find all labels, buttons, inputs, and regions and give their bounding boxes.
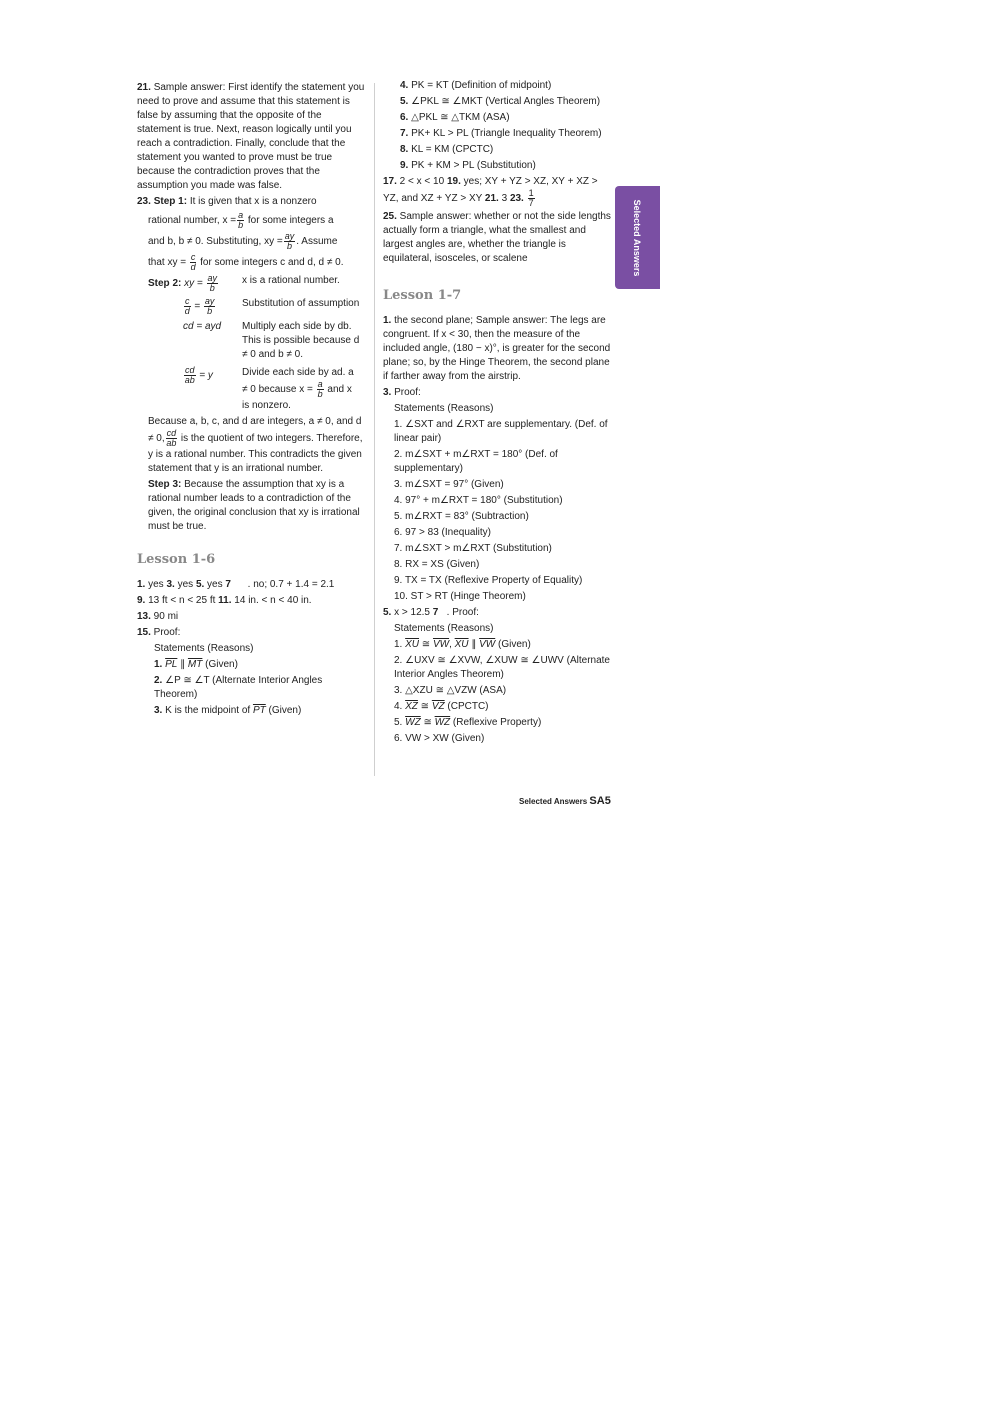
lesson-1-6-heading: Lesson 1-6 — [137, 552, 216, 567]
segment: $\overline{PT}$ — [252, 705, 266, 716]
frac-num: ay — [284, 231, 295, 241]
frac-den: b — [317, 389, 323, 399]
fraction — [237, 211, 244, 230]
step-text: that xy = — [148, 257, 187, 269]
step-text: ≅ — [417, 701, 432, 712]
proof-step: 8. RX = XS (Given) — [394, 559, 480, 570]
l17-answer-3 — [383, 386, 613, 400]
ans-text: 14 in. < n < 40 in. — [231, 595, 312, 606]
proof-step: 1. ∠SXT and ∠RXT are supplementary. (Def. of linear pair) — [394, 419, 608, 444]
proof-step — [383, 111, 613, 125]
ans-num: 23. — [509, 193, 524, 205]
step-num: 2. — [154, 675, 163, 686]
step-text: ∠P ≅ ∠T (Alternate Interior Angles Theorem) — [154, 675, 323, 700]
frac-num: cd — [166, 428, 177, 438]
proof-step — [383, 127, 613, 141]
proof-step — [383, 95, 613, 109]
segment: $\overline{WZ}$ — [405, 717, 421, 728]
step3 — [137, 478, 365, 534]
step-reason: x is a rational number. — [242, 275, 340, 286]
proof-step — [383, 79, 613, 93]
segment: $\overline{PL}$ — [165, 659, 178, 670]
step-num: 1. — [154, 659, 163, 670]
fraction — [317, 380, 324, 399]
frac-den: 7 — [528, 198, 534, 208]
step-text: ∠PKL ≅ ∠MKT (Vertical Angles Theorem) — [411, 96, 601, 107]
step-text: and b, b ≠ 0. Substituting, xy = — [148, 236, 283, 248]
segment: $\overline{XU}$ — [454, 639, 469, 650]
fraction — [166, 429, 178, 448]
step-text: ∥ — [468, 639, 480, 650]
proof-step: 3. △XZU ≅ △VZW (ASA) — [394, 685, 507, 696]
frac-num: a — [238, 210, 244, 220]
page-number: SA5 — [589, 795, 611, 807]
ans-text: x > 12.5 — [391, 607, 433, 618]
step-num: 3. — [154, 705, 163, 716]
step-num: 4. — [400, 80, 409, 91]
step2-row-4 — [137, 366, 365, 413]
proof-step: 2. m∠SXT + m∠RXT = 180° (Def. of supplementary) — [394, 449, 558, 474]
proof-step: 9. TX = TX (Reflexive Property of Equality) — [394, 575, 583, 586]
proof-step — [383, 143, 613, 157]
step-text: △PKL ≅ △TKM (ASA) — [411, 112, 510, 123]
statements-reasons-header: Statements (Reasons) — [394, 403, 494, 414]
ans-num: 19. — [446, 176, 461, 187]
frac-den: b — [287, 241, 293, 251]
ans-text: yes — [204, 579, 226, 590]
ans-text: yes — [174, 579, 196, 590]
ans-num: 3. — [383, 387, 392, 398]
step-text: ∥ — [177, 659, 188, 670]
step-text: for some integers c and d, d ≠ 0. — [200, 257, 344, 269]
step2-row-1 — [137, 274, 365, 293]
step-text: PK = KT (Definition of midpoint) — [411, 80, 552, 91]
answer-21 — [137, 81, 365, 193]
proof-step — [383, 716, 613, 730]
step-text: (Given) — [495, 639, 531, 650]
fraction — [204, 297, 216, 316]
l16-15 — [137, 626, 365, 640]
frac-num: ay — [207, 273, 218, 283]
ans-num: 1. — [383, 315, 392, 326]
ans-text: Proof: — [150, 627, 181, 638]
step-text: Because the assumption that xy is a rational number leads to a contradiction of the given, the original conclusion that xy is irrational must be true. — [148, 479, 360, 532]
statements-reasons-header: Statements (Reasons) — [154, 643, 254, 654]
frac-den: d — [190, 262, 196, 272]
ans-text: 13 ft < n < 25 ft — [145, 595, 219, 606]
ans-text: 90 mi — [150, 611, 179, 622]
proof-step: 2. ∠UXV ≅ ∠XVW, ∠XUW ≅ ∠UWV (Alternate Interior Angles Theorem) — [394, 655, 610, 680]
proof-step: 3. m∠SXT = 97° (Given) — [394, 479, 504, 490]
frac-num: ay — [204, 296, 215, 306]
ans-text: yes; XY + YZ > XZ, XY + XZ > YZ, and XZ + YZ > XY — [383, 176, 598, 205]
ans-num: 17. — [383, 176, 397, 187]
ans-text: 2 < x < 10 — [396, 176, 447, 187]
ans-text: 3 — [498, 193, 510, 205]
frac-den: d — [184, 306, 190, 316]
because-paragraph — [137, 415, 365, 476]
step-num: 5. — [400, 96, 409, 107]
step-text: It is given that x is a nonzero — [189, 196, 317, 207]
lesson-1-7-heading: Lesson 1-7 — [383, 288, 462, 303]
ans-text: yes — [145, 579, 167, 590]
step-text: , — [449, 639, 455, 650]
para-text: is the quotient of two integers. Therefore, y is a rational number. This contradicts the given statement that y is an irrational number. — [148, 433, 363, 474]
reason-text: Divide each side by ad. a ≠ 0 because x = — [242, 367, 354, 396]
footer-label: Selected Answers — [519, 797, 588, 806]
ans-num: 5. — [195, 579, 205, 590]
proof-step: 6. 97 > 83 (Inequality) — [394, 527, 492, 538]
l16-13 — [137, 610, 365, 624]
ans-num: 5. — [383, 607, 392, 618]
step-reason: Substitution of assumption — [242, 298, 360, 309]
step-text: . Assume — [296, 236, 338, 248]
step-num: 6. — [400, 112, 409, 123]
selected-answers-tab — [615, 186, 660, 289]
l16-line1 — [137, 578, 365, 592]
proof-step: 7. m∠SXT > m∠RXT (Substitution) — [394, 543, 552, 554]
proof-step: 4. 97° + m∠RXT = 180° (Substitution) — [394, 495, 563, 506]
ans-num: 3. — [166, 579, 175, 590]
answer-23-step1 — [137, 195, 365, 209]
step-text: 4. — [394, 701, 406, 712]
frac-num: 1 — [528, 188, 534, 198]
step-label: Step 2: — [148, 278, 182, 290]
step-text: PK + KM > PL (Substitution) — [411, 160, 536, 171]
column-divider — [374, 83, 375, 776]
proof-step: 5. m∠RXT = 83° (Subtraction) — [394, 511, 529, 522]
segment: $\overline{WZ}$ — [434, 717, 451, 728]
step-text: KL = KM (CPCTC) — [411, 144, 494, 155]
tab-label: Selected Answers — [632, 199, 642, 277]
step2-row-2 — [137, 297, 365, 316]
proof-step — [137, 658, 365, 672]
step2-row-3 — [137, 320, 365, 362]
step-lhs — [137, 274, 242, 293]
left-column — [137, 81, 365, 720]
para-text: Because a, b, c, and d are integers, a ≠ 0, and d ≠ 0, — [148, 416, 362, 445]
right-column — [383, 79, 613, 748]
frac-den: ab — [166, 438, 177, 448]
fraction — [184, 366, 196, 385]
segment: $\overline{XU}$ — [405, 639, 420, 650]
answer-number: 23. — [137, 196, 151, 207]
ans-num: 1. — [137, 579, 146, 590]
l16-line2 — [137, 594, 365, 608]
ans-text: Proof: — [391, 387, 421, 398]
frac-num: cd — [185, 365, 195, 375]
ans-num: 25. — [383, 211, 397, 222]
ans-num: 9. — [137, 595, 146, 606]
step-num: 7. — [400, 128, 409, 139]
statements-reasons-header: Statements (Reasons) — [394, 623, 494, 634]
ans-num: 21. — [484, 193, 499, 205]
ans-num: 7 — [225, 579, 231, 590]
ans-text: . Proof: — [438, 607, 479, 618]
ans-num: 11. — [218, 595, 232, 606]
fraction — [190, 253, 197, 272]
step1-body — [137, 211, 365, 272]
step-reason — [242, 366, 360, 413]
page-footer — [519, 795, 611, 807]
proof-step — [137, 704, 365, 718]
proof-step — [383, 700, 613, 714]
fraction — [207, 274, 219, 293]
step-label: Step 3: — [148, 479, 182, 490]
step-text: ≅ — [420, 717, 435, 728]
ans-text: the second plane; Sample answer: The legs are congruent. If x < 30, then the measure of the included angle, (180 − x)°, is greater for the second plane; so, by the Hinge Theorem, the second plane if farther away from the airstrip. — [383, 315, 611, 382]
segment: $\overline{XZ}$ — [405, 701, 418, 712]
step-lhs: cd = ayd — [183, 321, 222, 332]
l17-answer-1 — [383, 314, 613, 384]
ans-text: Sample answer: whether or not the side lengths actually form a triangle, what the smallest and largest angles are, whether the triangle is equilateral, isosceles, or scalene — [383, 211, 611, 264]
frac-den: b — [209, 283, 215, 293]
ans-num: 15. — [137, 627, 151, 638]
frac-den: b — [207, 306, 213, 316]
step-text: (Given) — [202, 659, 238, 670]
eq-text: = — [194, 301, 201, 313]
step-text: 1. — [394, 639, 406, 650]
step-num: 8. — [400, 144, 409, 155]
answer-number: 21. — [137, 82, 151, 93]
step-lhs — [137, 297, 242, 316]
step-text: for some integers a — [247, 215, 334, 227]
frac-num: c — [190, 252, 196, 262]
segment: $\overline{VW}$ — [479, 639, 496, 650]
segment: $\overline{VZ}$ — [431, 701, 445, 712]
answers-17-23 — [383, 175, 613, 208]
step-text: 5. — [394, 717, 406, 728]
fraction — [528, 189, 535, 208]
eq-text: xy = — [184, 278, 203, 290]
proof-step — [137, 674, 365, 702]
frac-den: ab — [184, 375, 195, 385]
l17-answer-5-7 — [383, 606, 613, 620]
step-num: 9. — [400, 160, 409, 171]
eq-text: = y — [199, 370, 213, 382]
step-label: Step 1: — [153, 196, 188, 207]
step-reason: Multiply each side by db. This is possible because d ≠ 0 and b ≠ 0. — [242, 321, 360, 360]
fraction — [284, 232, 296, 251]
segment: $\overline{MT}$ — [187, 659, 203, 670]
ans-num: 13. — [137, 611, 151, 622]
step-text: K is the midpoint of — [165, 705, 253, 716]
proof-step — [383, 638, 613, 652]
reason-text: and x is nonzero. — [242, 384, 352, 411]
step-text: (CPCTC) — [444, 701, 489, 712]
frac-num: c — [185, 296, 190, 306]
step-text: (Reflexive Property) — [450, 717, 542, 728]
step-text: ≅ — [419, 639, 433, 650]
proof-step: 10. ST > RT (Hinge Theorem) — [394, 591, 526, 602]
fraction — [184, 297, 191, 316]
answer-25 — [383, 210, 613, 266]
step-lhs — [137, 366, 242, 413]
proof-step — [383, 159, 613, 173]
answer-text: Sample answer: First identify the statement you need to prove and assume that this statement is false by assuming that the opposite of the statement is true. Next, reason logically until you reach a contradiction. Finally, conclude that the statement you wanted to prove must be true because the contradiction proves that the assumption you made was false. — [137, 82, 365, 191]
step-text: PK+ KL > PL (Triangle Inequality Theorem) — [411, 128, 602, 139]
step-text: (Given) — [265, 705, 302, 716]
proof-step: 6. VW > XW (Given) — [394, 733, 485, 744]
ans-text: . no; 0.7 + 1.4 = 2.1 — [230, 579, 335, 590]
frac-num: a — [317, 379, 323, 389]
frac-den: b — [238, 220, 244, 230]
segment: $\overline{VW}$ — [432, 639, 450, 650]
step-text: rational number, x = — [148, 215, 237, 227]
ans-num: 7 — [432, 607, 439, 618]
